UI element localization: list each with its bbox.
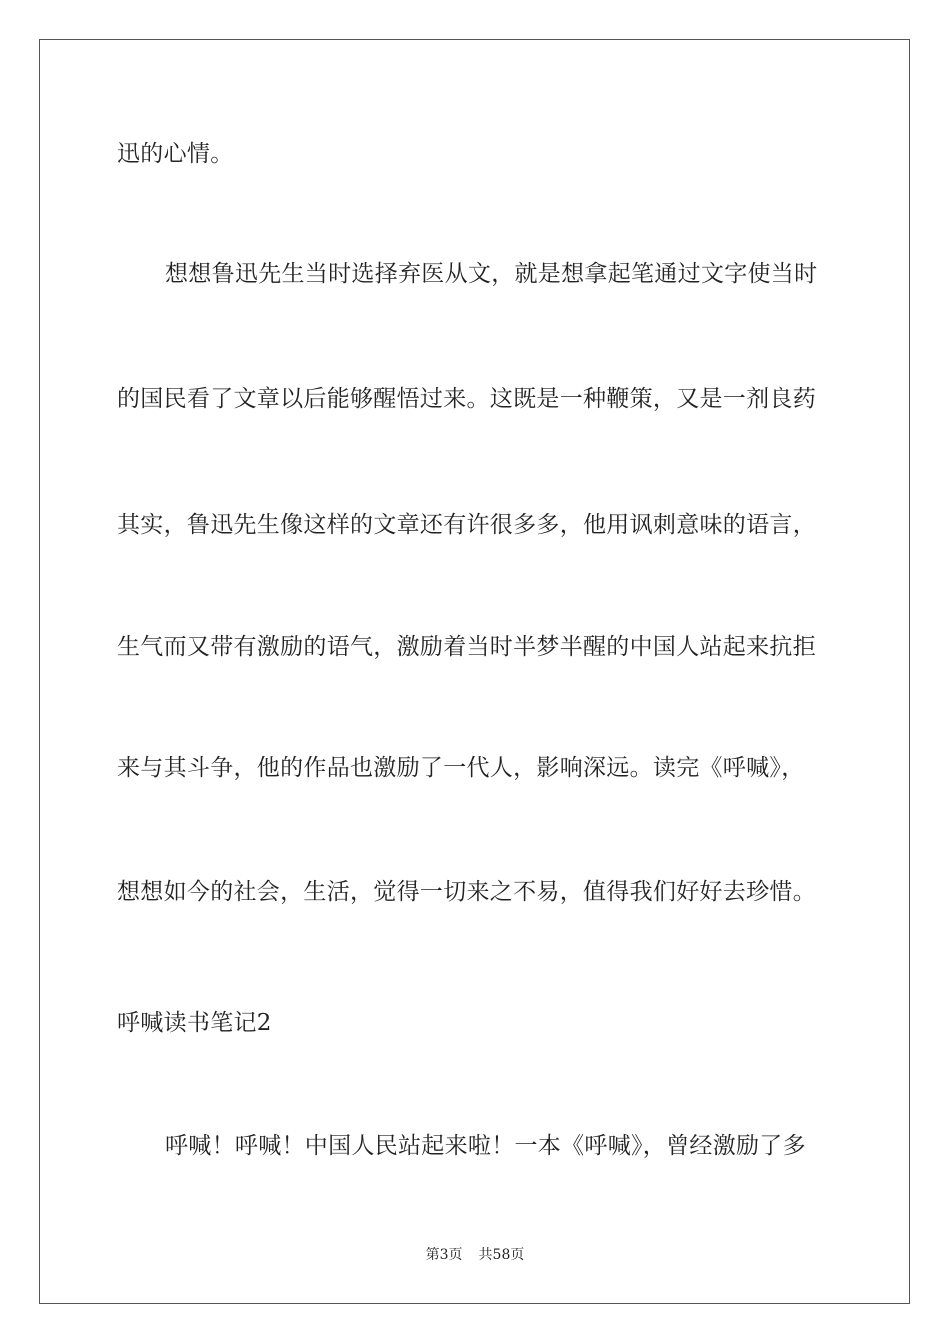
text-line-2: 想想鲁迅先生当时选择弃医从文，就是想拿起笔通过文字使当时 <box>165 261 818 287</box>
text-line-1: 迅的心情。 <box>117 141 234 167</box>
section-heading: 呼喊读书笔记2 <box>117 1010 272 1036</box>
text-line-9: 呼喊！呼喊！中国人民站起来啦！一本《呼喊》，曾经激励了多 <box>165 1133 806 1159</box>
total-pages: 共58页 <box>478 1247 525 1263</box>
page-footer <box>0 1246 950 1264</box>
text-line-3: 的国民看了文章以后能够醒悟过来。这既是一种鞭策，又是一剂良药 <box>117 386 816 412</box>
text-line-6: 来与其斗争，他的作品也激励了一代人，影响深远。读完《呼喊》， <box>117 755 805 781</box>
text-line-4: 其实，鲁迅先生像这样的文章还有许很多多，他用讽刺意味的语言， <box>117 512 816 538</box>
page-border <box>39 39 910 1304</box>
text-line-5: 生气而又带有激励的语气，激励着当时半梦半醒的中国人站起来抗拒 <box>117 634 816 660</box>
page-number: 第3页 <box>425 1247 463 1263</box>
text-line-7: 想想如今的社会，生活，觉得一切来之不易，值得我们好好去珍惜。 <box>117 879 816 905</box>
